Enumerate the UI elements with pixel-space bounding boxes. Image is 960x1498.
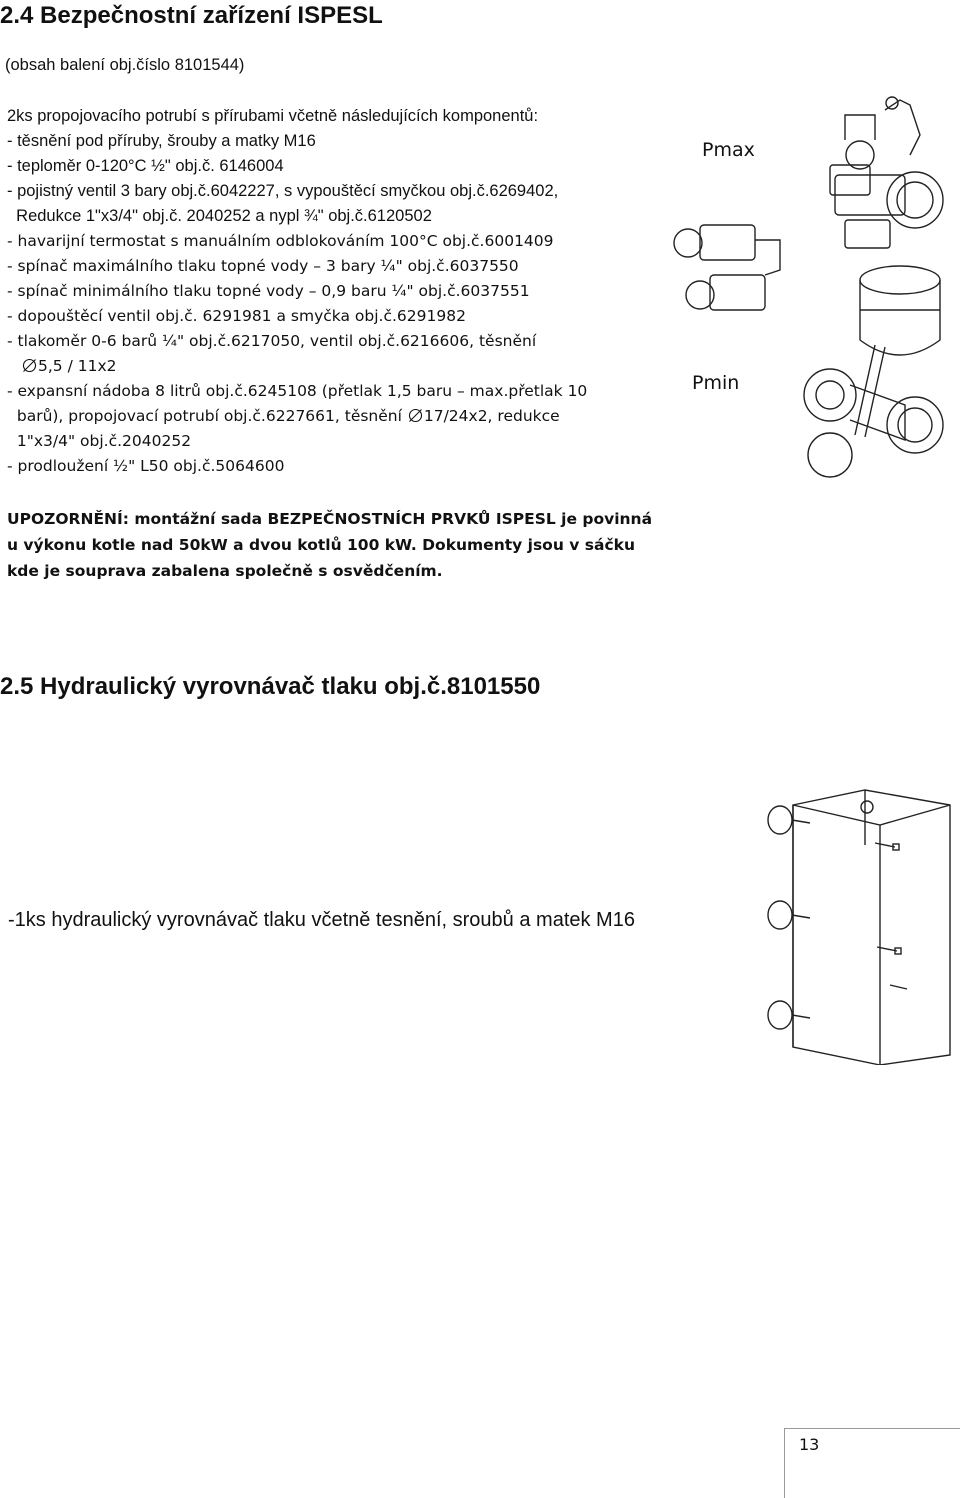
list-item: - spínač minimálního tlaku topné vody – 0,9 baru ¼" obj.č.6037551 xyxy=(7,282,530,300)
list-item: - tlakoměr 0-6 barů ¼" obj.č.6217050, ventil obj.č.6216606, těsnění xyxy=(7,332,537,350)
list-item-part: 17/24x2, redukce xyxy=(423,407,560,425)
section-title-ispesl: 2.4 Bezpečnostní zařízení ISPESL xyxy=(0,2,383,29)
list-item: - spínač maximálního tlaku topné vody – 3 bary ¼" obj.č.6037550 xyxy=(7,257,519,275)
pmax-label: Pmax xyxy=(702,139,755,161)
list-item: Redukce 1"x3/4" obj.č. 2040252 a nypl ¾" obj.č.6120502 xyxy=(7,207,432,225)
list-intro: 2ks propojovacího potrubí s přírubami včetně následujících komponentů: xyxy=(7,107,539,125)
hydraulic-separator-drawing xyxy=(755,785,960,1065)
pmin-label: Pmin xyxy=(692,372,740,394)
page-number: 13 xyxy=(799,1435,820,1454)
list-item: - prodloužení ½" L50 obj.č.5064600 xyxy=(7,457,285,475)
hydraulic-separator-description: -1ks hydraulický vyrovnávač tlaku včetně tesnění, sroubů a matek M16 xyxy=(8,909,635,931)
list-item: - havarijní termostat s manuálním odblokováním 100°C obj.č.6001409 xyxy=(7,232,554,250)
gasket-size: 5,5 / 11x2 xyxy=(38,357,117,375)
list-item xyxy=(7,354,667,379)
package-number: (obsah balení obj.číslo 8101544) xyxy=(5,56,245,74)
section-title-hydraulic: 2.5 Hydraulický vyrovnávač tlaku obj.č.8101550 xyxy=(0,673,541,700)
list-item: - teploměr 0-120°C ½" obj.č. 6146004 xyxy=(7,157,284,175)
list-item: - expansní nádoba 8 litrů obj.č.6245108 (přetlak 1,5 baru – max.přetlak 10 xyxy=(7,382,588,400)
list-item: - pojistný ventil 3 bary obj.č.6042227, s vypouštěcí smyčkou obj.č.6269402, xyxy=(7,182,559,200)
list-item: - těsnění pod příruby, šrouby a matky M16 xyxy=(7,132,316,150)
list-item xyxy=(7,404,667,429)
diameter-icon xyxy=(22,356,37,371)
page-number-box xyxy=(784,1428,960,1498)
list-item: 1"x3/4" obj.č.2040252 xyxy=(7,432,192,450)
warning-note: UPOZORNĚNÍ: montážní sada BEZPEČNOSTNÍCH PRVKŮ ISPESL je povinná u výkonu kotle nad 50kW a dvou kotlů 100 kW. Dokumenty jsou v sáčku kde je souprava zabalena společně s osvědčením. xyxy=(7,510,653,580)
list-item: - dopouštěcí ventil obj.č. 6291981 a smyčka obj.č.6291982 xyxy=(7,307,466,325)
diameter-icon xyxy=(408,406,423,421)
list-item-part: barů), propojovací potrubí obj.č.6227661, těsnění xyxy=(7,407,407,425)
component-list xyxy=(7,104,667,479)
